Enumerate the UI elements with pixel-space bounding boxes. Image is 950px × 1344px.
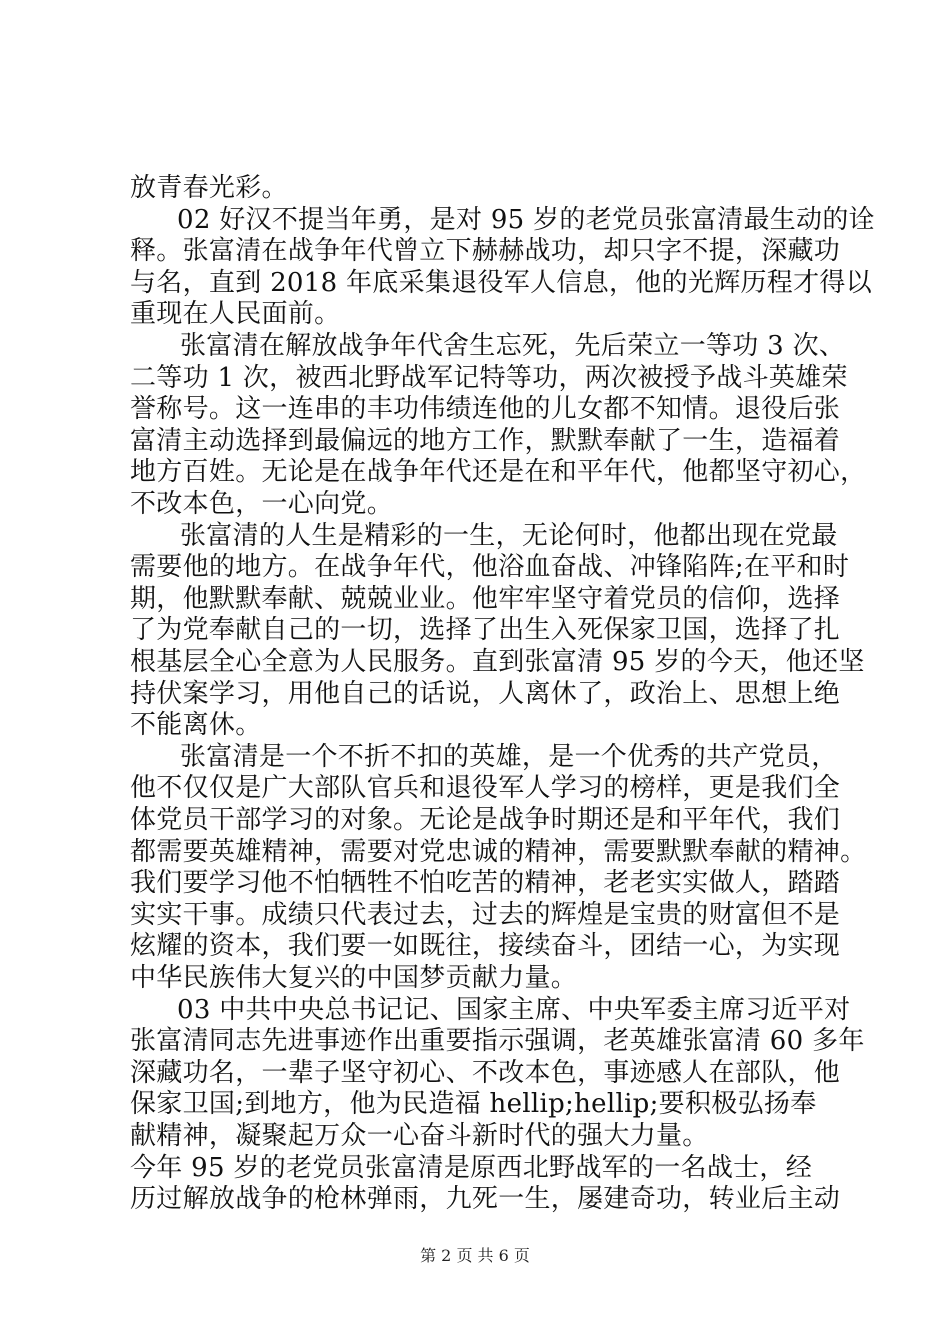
text-line: 不改本色，一心向党。 <box>130 489 394 519</box>
text-line: 重现在人民面前。 <box>130 299 341 330</box>
text-line: 张富清同志先进事迹作出重要指示强调，老英雄张富清 60 多年 <box>130 1026 865 1057</box>
text-line: 地方百姓。无论是在战争年代还是在和平年代，他都坚守初心， <box>130 457 867 488</box>
text-line: 他不仅仅是广大部队官兵和退役军人学习的榜样，更是我们全 <box>130 773 841 804</box>
text-line: 保家卫国;到地方，他为民造福 hellip;hellip;要积极弘扬奉 <box>130 1089 817 1120</box>
text-line: 今年 95 岁的老党员张富清是原西北野战军的一名战士，经 <box>130 1152 813 1183</box>
text-line: 根基层全心全意为人民服务。直到张富清 95 岁的今天，他还坚 <box>130 647 865 677</box>
text-line: 放青春光彩。 <box>130 173 288 203</box>
text-line: 了为党奉献自己的一切，选择了出生入死保家卫国，选择了扎 <box>130 615 841 646</box>
text-line: 誉称号。这一连串的丰功伟绩连他的儿女都不知情。退役后张 <box>130 394 841 425</box>
text-line: 历过解放战争的枪林弹雨，九死一生，屡建奇功，转业后主动 <box>130 1184 841 1215</box>
text-line: 炫耀的资本，我们要一如既往，接续奋斗，团结一心，为实现 <box>130 931 841 962</box>
text-line: 我们要学习他不怕牺牲不怕吃苦的精神，老老实实做人，踏踏 <box>130 868 841 899</box>
text-line: 中华民族伟大复兴的中国梦贡献力量。 <box>130 963 578 993</box>
text-line: 体党员干部学习的对象。无论是战争时期还是和平年代，我们 <box>130 805 841 835</box>
text-line: 与名，直到 2018 年底采集退役军人信息，他的光辉历程才得以 <box>130 267 872 298</box>
text-line: 实实干事。成绩只代表过去，过去的辉煌是宝贵的财富但不是 <box>130 899 841 930</box>
text-line: 都需要英雄精神，需要对党忠诚的精神，需要默默奉献的精神。 <box>130 836 867 867</box>
text-line: 持伏案学习，用他自己的话说，人离休了，政治上、思想上绝 <box>130 678 841 709</box>
text-line: 献精神，凝聚起万众一心奋斗新时代的强大力量。 <box>130 1121 709 1151</box>
text-line: 二等功 1 次，被西北野战军记特等功，两次被授予战斗英雄荣 <box>130 362 848 393</box>
text-line: 富清主动选择到最偏远的地方工作，默默奉献了一生，造福着 <box>130 425 841 456</box>
page-number-footer: 第 2 页 共 6 页 <box>420 1246 530 1265</box>
text-line: 期，他默默奉献、兢兢业业。他牢牢坚守着党员的信仰，选择 <box>130 583 841 614</box>
text-line: 需要他的地方。在战争年代，他浴血奋战、冲锋陷阵;在平和时 <box>130 552 850 583</box>
text-line: 不能离休。 <box>130 710 262 741</box>
text-line: 03 中共中央总书记记、国家主席、中央军委主席习近平对 <box>177 994 851 1025</box>
text-line: 释。张富清在战争年代曾立下赫赫战功，却只字不提，深藏功 <box>130 236 841 267</box>
text-line: 张富清的人生是精彩的一生，无论何时，他都出现在党最 <box>180 520 838 551</box>
text-line: 张富清在解放战争年代舍生忘死，先后荣立一等功 3 次、 <box>180 331 846 361</box>
text-line: 02 好汉不提当年勇，是对 95 岁的老党员张富清最生动的诠 <box>177 204 875 235</box>
text-line: 张富清是一个不折不扣的英雄，是一个优秀的共产党员， <box>180 741 838 772</box>
text-line: 深藏功名，一辈子坚守初心、不改本色，事迹感人在部队，他 <box>130 1057 841 1088</box>
